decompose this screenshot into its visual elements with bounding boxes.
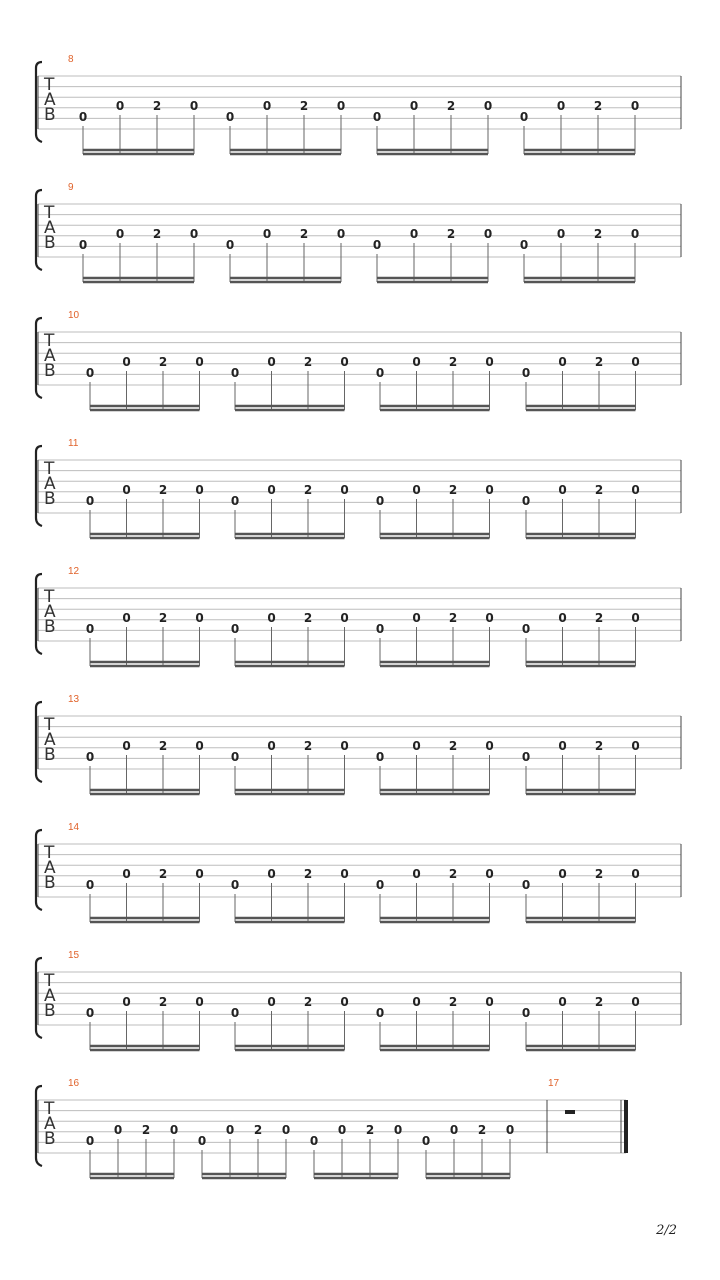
fret-number: 0	[225, 110, 235, 124]
fret-number: 0	[485, 995, 494, 1009]
fret-number: 0	[412, 995, 421, 1009]
measure-number: 14	[68, 822, 80, 833]
fret-number: 0	[556, 227, 566, 241]
fret-number: 0	[449, 1123, 459, 1137]
fret-number: 2	[141, 1123, 151, 1137]
fret-number: 0	[558, 867, 567, 881]
fret-number: 0	[340, 739, 349, 753]
whole-rest	[565, 1110, 575, 1114]
fret-number: 2	[158, 611, 168, 625]
fret-number: 0	[267, 611, 276, 625]
tab-clef-letter: T	[44, 971, 55, 991]
fret-number: 0	[558, 995, 567, 1009]
fret-number: 0	[85, 494, 95, 508]
staff-bracket	[36, 446, 42, 526]
fret-number: 0	[225, 238, 235, 252]
fret-number: 0	[85, 622, 95, 636]
measure-number: 15	[68, 950, 80, 961]
fret-number: 2	[594, 355, 604, 369]
staff-bracket	[36, 318, 42, 398]
tab-clef-letter: T	[44, 715, 55, 735]
fret-number: 2	[152, 99, 162, 113]
fret-number: 0	[521, 1006, 531, 1020]
fret-number: 2	[477, 1123, 487, 1137]
fret-number: 0	[521, 878, 531, 892]
fret-number: 0	[375, 622, 385, 636]
fret-number: 2	[303, 483, 313, 497]
measure-number: 16	[68, 1078, 80, 1089]
fret-number: 2	[448, 867, 458, 881]
tab-clef-letter: B	[44, 617, 56, 637]
fret-number: 0	[197, 1134, 207, 1148]
tab-clef-letter: B	[44, 105, 56, 125]
staff-bracket	[36, 574, 42, 654]
fret-number: 0	[521, 622, 531, 636]
fret-number: 0	[340, 355, 349, 369]
fret-number: 0	[122, 355, 131, 369]
fret-number: 0	[195, 355, 204, 369]
fret-number: 0	[230, 494, 240, 508]
fret-number: 0	[113, 1123, 123, 1137]
measure-number: 11	[68, 438, 79, 449]
fret-number: 0	[505, 1123, 515, 1137]
fret-number: 0	[336, 227, 346, 241]
measure-number: 9	[68, 182, 74, 193]
fret-number: 0	[189, 227, 199, 241]
tab-clef-letter: T	[44, 75, 55, 95]
fret-number: 0	[375, 1006, 385, 1020]
fret-number: 0	[115, 227, 125, 241]
fret-number: 0	[195, 739, 204, 753]
tab-clef-letter: A	[44, 986, 56, 1006]
fret-number: 2	[158, 483, 168, 497]
fret-number: 0	[485, 611, 494, 625]
fret-number: 0	[558, 739, 567, 753]
fret-number: 2	[593, 99, 603, 113]
fret-number: 0	[122, 611, 131, 625]
fret-number: 0	[372, 238, 382, 252]
measure-number: 8	[68, 54, 74, 65]
fret-number: 2	[594, 739, 604, 753]
tab-clef-letter: A	[44, 474, 56, 494]
fret-number: 0	[375, 366, 385, 380]
tab-clef-letter: T	[44, 459, 55, 479]
tab-clef-letter: B	[44, 873, 56, 893]
fret-number: 0	[412, 867, 421, 881]
fret-number: 0	[267, 483, 276, 497]
measure-number: 12	[68, 566, 80, 577]
fret-number: 2	[594, 867, 604, 881]
fret-number: 0	[78, 238, 88, 252]
fret-number: 0	[85, 1006, 95, 1020]
fret-number: 0	[267, 867, 276, 881]
fret-number: 0	[631, 483, 640, 497]
tab-clef-letter: T	[44, 203, 55, 223]
fret-number: 0	[485, 739, 494, 753]
fret-number: 2	[448, 483, 458, 497]
fret-number: 0	[262, 99, 272, 113]
fret-number: 0	[483, 227, 493, 241]
tab-clef-letter: T	[44, 331, 55, 351]
fret-number: 2	[446, 227, 456, 241]
fret-number: 0	[230, 622, 240, 636]
fret-number: 0	[169, 1123, 179, 1137]
fret-number: 0	[122, 483, 131, 497]
fret-number: 0	[631, 995, 640, 1009]
fret-number: 2	[303, 739, 313, 753]
fret-number: 0	[558, 483, 567, 497]
tab-clef-letter: B	[44, 489, 56, 509]
fret-number: 0	[521, 366, 531, 380]
fret-number: 0	[412, 611, 421, 625]
fret-number: 0	[195, 867, 204, 881]
tab-clef-letter: T	[44, 587, 55, 607]
fret-number: 0	[336, 99, 346, 113]
tab-clef-letter: T	[44, 843, 55, 863]
staff-bracket	[36, 62, 42, 142]
fret-number: 0	[122, 867, 131, 881]
fret-number: 0	[85, 1134, 95, 1148]
staff-bracket	[36, 958, 42, 1038]
fret-number: 0	[519, 110, 529, 124]
fret-number: 2	[594, 483, 604, 497]
fret-number: 2	[448, 739, 458, 753]
fret-number: 0	[78, 110, 88, 124]
fret-number: 0	[337, 1123, 347, 1137]
fret-number: 0	[558, 355, 567, 369]
fret-number: 0	[115, 99, 125, 113]
tab-clef-letter: A	[44, 1114, 56, 1134]
tab-clef-letter: T	[44, 1099, 55, 1119]
fret-number: 0	[631, 611, 640, 625]
fret-number: 0	[375, 494, 385, 508]
fret-number: 2	[158, 355, 168, 369]
fret-number: 0	[262, 227, 272, 241]
fret-number: 2	[158, 995, 168, 1009]
fret-number: 0	[409, 227, 419, 241]
tab-clef-letter: A	[44, 346, 56, 366]
fret-number: 0	[412, 739, 421, 753]
fret-number: 0	[521, 750, 531, 764]
fret-number: 0	[630, 227, 640, 241]
fret-number: 0	[281, 1123, 291, 1137]
staff-bracket	[36, 830, 42, 910]
fret-number: 0	[412, 355, 421, 369]
fret-number: 0	[230, 366, 240, 380]
fret-number: 0	[267, 739, 276, 753]
fret-number: 0	[631, 867, 640, 881]
fret-number: 2	[365, 1123, 375, 1137]
tab-clef-letter: B	[44, 745, 56, 765]
fret-number: 2	[158, 739, 168, 753]
fret-number: 2	[594, 995, 604, 1009]
page-number: 2/2	[656, 1223, 677, 1238]
fret-number: 0	[85, 750, 95, 764]
fret-number: 0	[375, 878, 385, 892]
tab-clef-letter: B	[44, 233, 56, 253]
fret-number: 0	[558, 611, 567, 625]
fret-number: 0	[372, 110, 382, 124]
fret-number: 2	[448, 995, 458, 1009]
measure-number: 13	[68, 694, 80, 705]
fret-number: 0	[485, 355, 494, 369]
fret-number: 0	[267, 355, 276, 369]
fret-number: 2	[158, 867, 168, 881]
fret-number: 0	[195, 611, 204, 625]
tab-clef-letter: A	[44, 730, 56, 750]
fret-number: 0	[630, 99, 640, 113]
fret-number: 0	[485, 867, 494, 881]
fret-number: 2	[448, 611, 458, 625]
fret-number: 0	[375, 750, 385, 764]
fret-number: 0	[409, 99, 419, 113]
fret-number: 2	[303, 355, 313, 369]
fret-number: 0	[189, 99, 199, 113]
fret-number: 2	[299, 99, 309, 113]
fret-number: 0	[631, 739, 640, 753]
fret-number: 2	[448, 355, 458, 369]
staff-bracket	[36, 190, 42, 270]
fret-number: 2	[303, 867, 313, 881]
fret-number: 0	[122, 995, 131, 1009]
fret-number: 0	[483, 99, 493, 113]
fret-number: 0	[309, 1134, 319, 1148]
fret-number: 2	[253, 1123, 263, 1137]
tab-clef-letter: A	[44, 602, 56, 622]
fret-number: 0	[267, 995, 276, 1009]
tab-clef-letter: B	[44, 1129, 56, 1149]
fret-number: 0	[230, 1006, 240, 1020]
measure-number: 17	[548, 1078, 560, 1089]
fret-number: 0	[393, 1123, 403, 1137]
fret-number: 0	[521, 494, 531, 508]
fret-number: 0	[631, 355, 640, 369]
tab-clef-letter: A	[44, 858, 56, 878]
tab-clef-letter: A	[44, 90, 56, 110]
tab-clef-letter: A	[44, 218, 56, 238]
fret-number: 0	[85, 366, 95, 380]
fret-number: 2	[593, 227, 603, 241]
fret-number: 2	[446, 99, 456, 113]
fret-number: 0	[421, 1134, 431, 1148]
fret-number: 2	[303, 995, 313, 1009]
tab-clef-letter: B	[44, 1001, 56, 1021]
fret-number: 0	[412, 483, 421, 497]
fret-number: 0	[230, 878, 240, 892]
fret-number: 0	[485, 483, 494, 497]
staff-bracket	[36, 1086, 42, 1166]
fret-number: 2	[152, 227, 162, 241]
tab-clef-letter: B	[44, 361, 56, 381]
fret-number: 0	[340, 483, 349, 497]
fret-number: 0	[230, 750, 240, 764]
fret-number: 0	[519, 238, 529, 252]
fret-number: 0	[195, 483, 204, 497]
fret-number: 0	[556, 99, 566, 113]
fret-number: 0	[340, 611, 349, 625]
measure-number: 10	[68, 310, 80, 321]
fret-number: 2	[299, 227, 309, 241]
fret-number: 0	[122, 739, 131, 753]
fret-number: 0	[195, 995, 204, 1009]
fret-number: 0	[340, 995, 349, 1009]
fret-number: 2	[303, 611, 313, 625]
staff-bracket	[36, 702, 42, 782]
fret-number: 0	[225, 1123, 235, 1137]
fret-number: 2	[594, 611, 604, 625]
fret-number: 0	[85, 878, 95, 892]
fret-number: 0	[340, 867, 349, 881]
final-barline-thick	[624, 1100, 628, 1153]
